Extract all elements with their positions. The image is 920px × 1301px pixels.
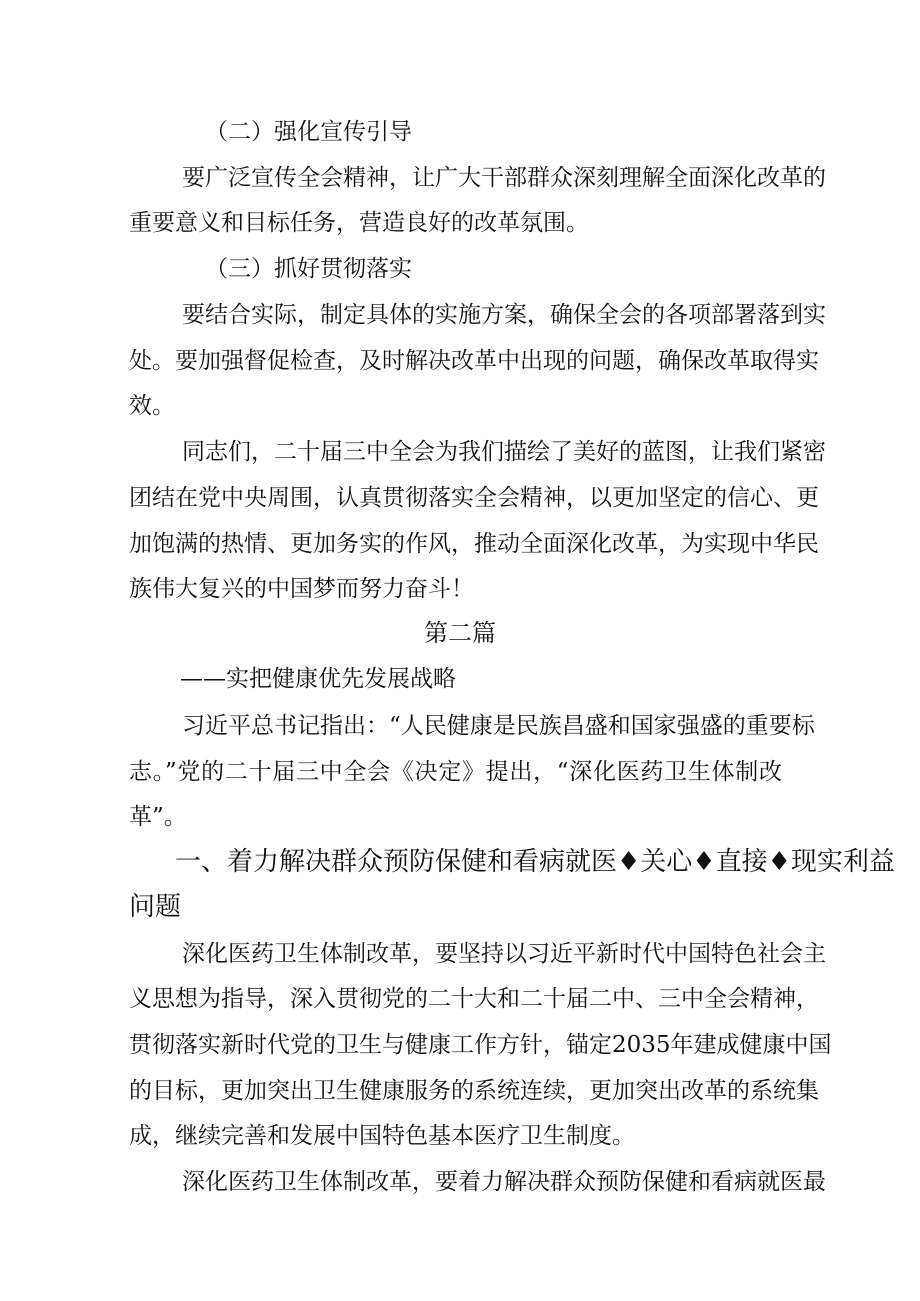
paragraph-line: 深化医药卫生体制改革，要坚持以习近平新时代中国特色社会主 [182,941,826,967]
paragraph-line: 革”。 [129,804,187,830]
paragraph-line: 处。要加强督促检查，及时解决改革中出现的问题，确保改革取得实 [129,348,819,374]
section-heading-2: （二）强化宣传引导 [205,119,412,145]
paragraph-line: 同志们，二十届三中全会为我们描绘了美好的蓝图，让我们紧密 [182,439,826,465]
paragraph-line: 重要意义和目标任务，营造良好的改革氛围。 [129,210,589,236]
section-heading-1-cont: 问题 [129,892,182,922]
paragraph-line: 要广泛宣传全会精神，让广大干部群众深刻理解全面深化改革的 [182,165,826,191]
section-heading-3: （三）抓好贯彻落实 [205,256,412,282]
paragraph-line: 习近平总书记指出：“人民健康是民族昌盛和国家强盛的重要标 [182,713,815,739]
paragraph-line: 深化医药卫生体制改革，要着力解决群众预防保健和看病就医最 [182,1169,826,1195]
part-subtitle: ——实把健康优先发展战略 [180,666,456,692]
paragraph-line: 义思想为指导，深入贯彻党的二十大和二十届二中、三中全会精神， [129,986,819,1012]
paragraph-line: 成，继续完善和发展中国特色基本医疗卫生制度。 [129,1123,635,1149]
paragraph-line: 加饱满的热情、更加务实的作风，推动全面深化改革，为实现中华民 [129,531,819,557]
paragraph-line: 团结在党中央周围，认真贯彻落实全会精神，以更加坚定的信心、更 [129,485,819,511]
paragraph-line: 效。 [129,393,175,419]
paragraph-line: 的目标，更加突出卫生健康服务的系统连续，更加突出改革的系统集 [129,1078,819,1104]
paragraph-line: 志。”党的二十届三中全会《决定》提出，“深化医药卫生体制改 [129,759,782,785]
section-heading-1: 一、着力解决群众预防保健和看病就医♦关心♦直接♦现实利益 [175,847,895,877]
part-title: 第二篇 [424,619,496,647]
paragraph-line: 贯彻落实新时代党的卫生与健康工作方针，锚定2035年建成健康中国 [129,1032,832,1058]
paragraph-line: 要结合实际，制定具体的实施方案，确保全会的各项部署落到实 [182,302,826,328]
paragraph-line: 族伟大复兴的中国梦而努力奋斗！ [129,576,474,602]
